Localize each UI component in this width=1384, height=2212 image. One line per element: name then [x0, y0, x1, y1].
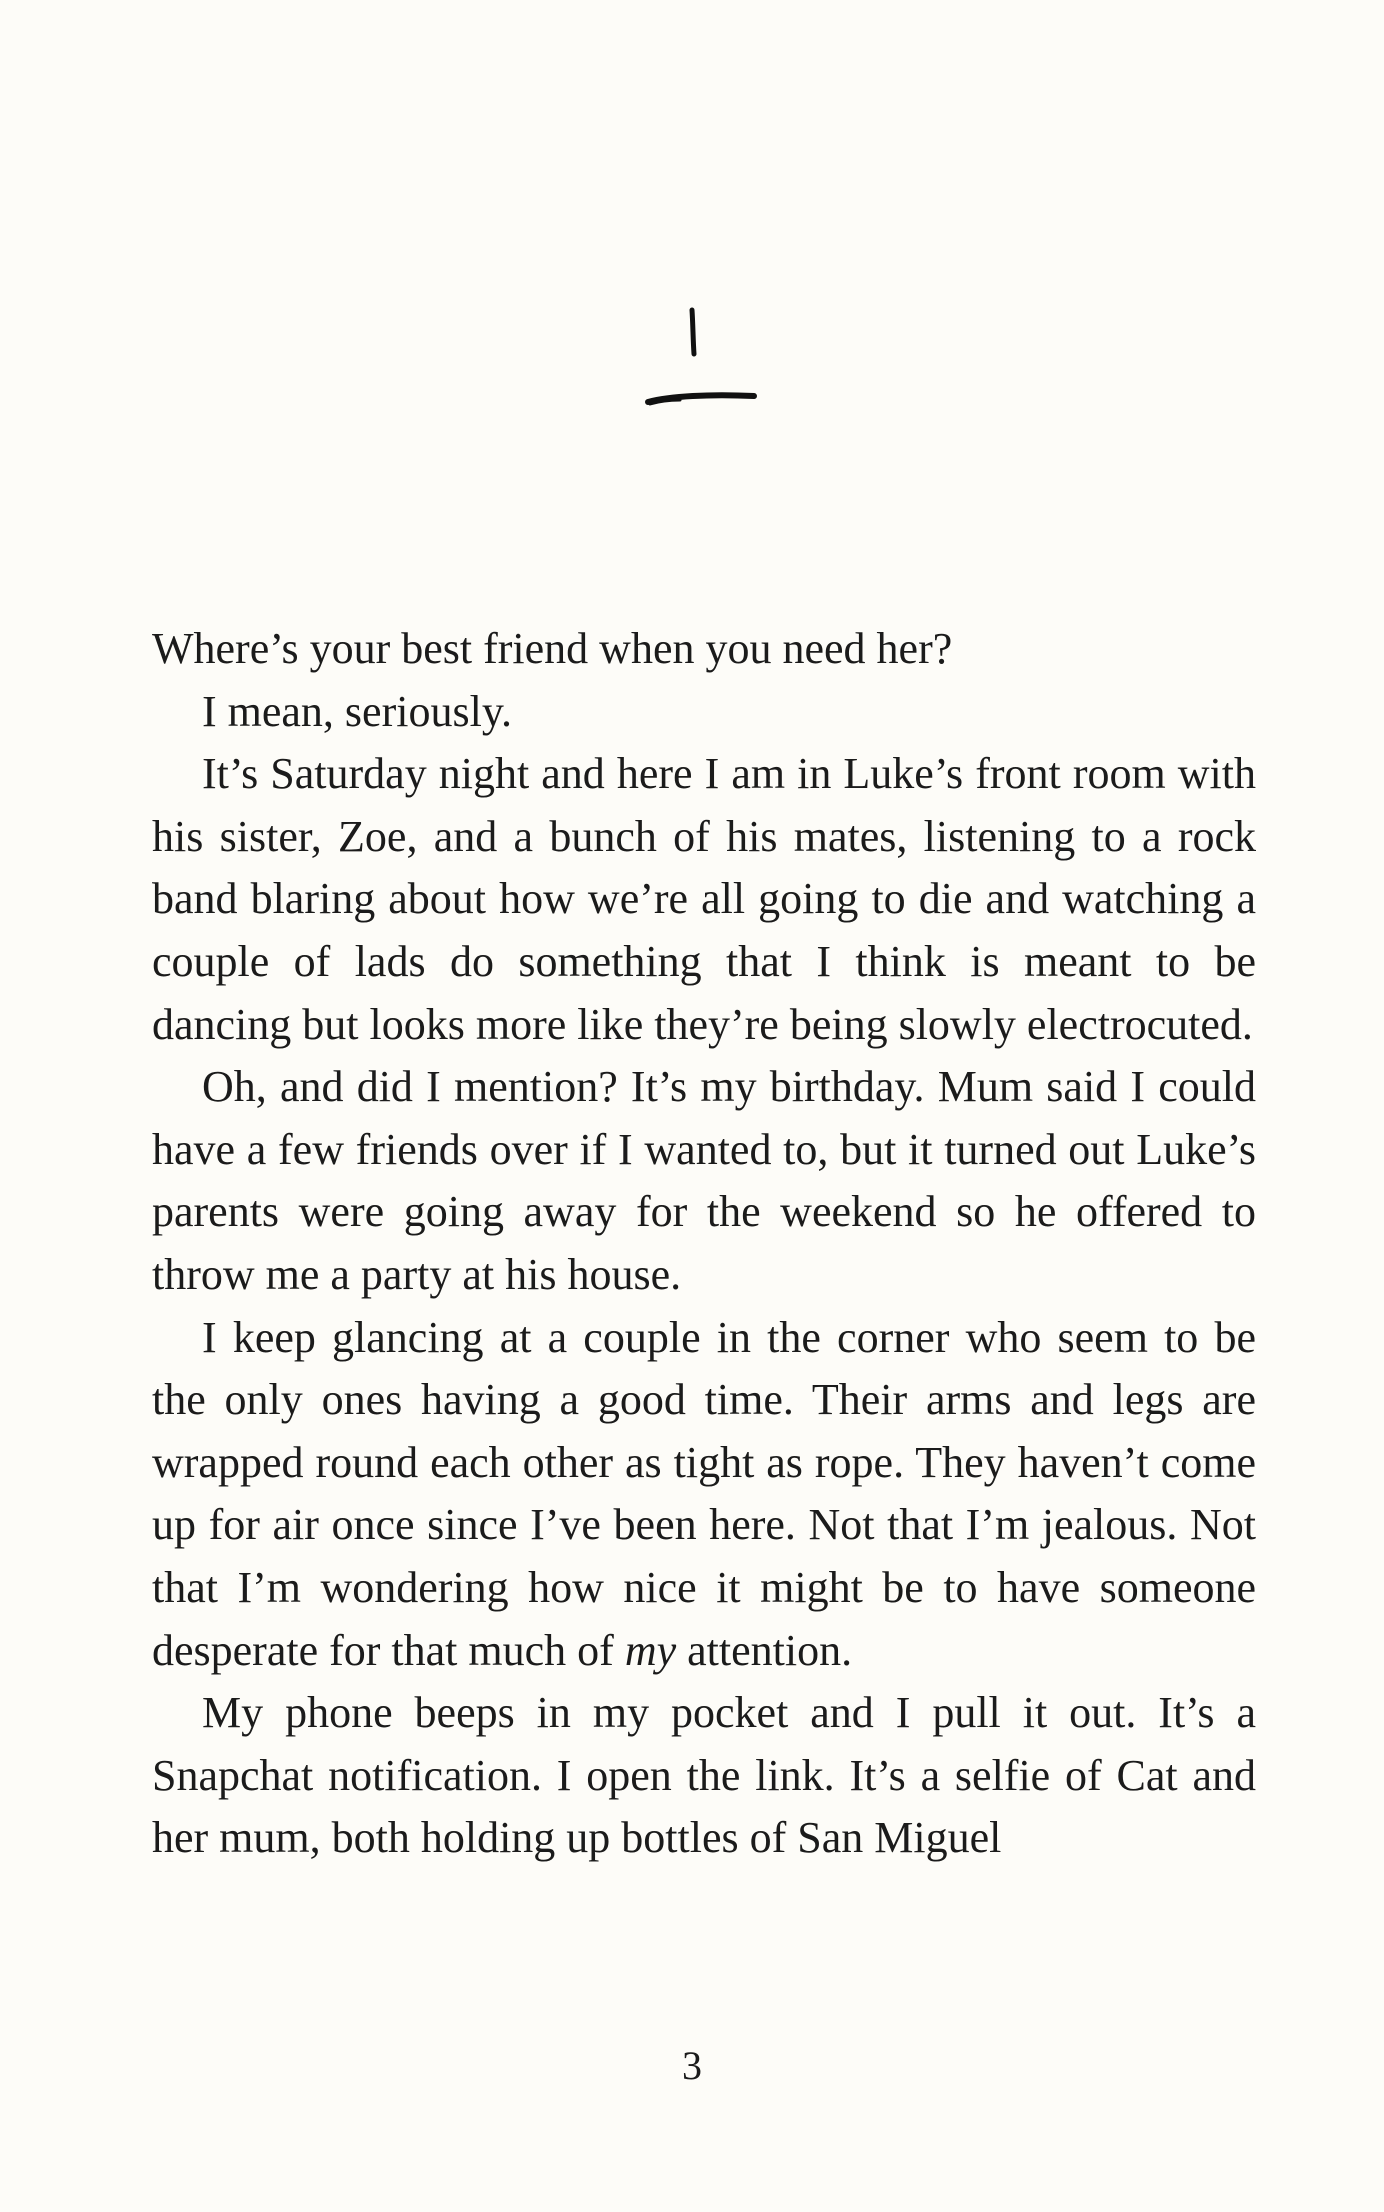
paragraph-5-emphasis: my	[624, 1625, 677, 1675]
paragraph-2: I mean, seriously.	[202, 686, 512, 736]
page-number: 3	[682, 2043, 702, 2088]
paragraph-3: It’s Saturday night and here I am in Luke’s front room with his sister, Zoe, and a bunch of his mates, listening to a rock band blaring about how we’re all going to die and watching a couple of lads do something that I think is meant to be dancing but looks more like they’re being slowly electrocuted.	[152, 749, 1256, 1049]
chapter-heading	[620, 290, 780, 430]
paragraph-5-after: attention.	[676, 1625, 853, 1675]
paragraph-6: My phone beeps in my pocket and I pull it out. It’s a Snapchat notification. I open the link. It’s a selfie of Cat and her mum, both holding up bottles of San Miguel	[152, 1688, 1256, 1863]
paragraph-5-before: I keep glancing at a couple in the corner who seem to be the only ones having a good time. Their arms and legs are wrapped round each other as tight as rope. They haven’t come up for air once since I’ve been here. Not that I’m jealous. Not that I’m wondering how nice it might be to have someone desperate for that much of	[152, 1312, 1256, 1675]
paragraph-4: Oh, and did I mention? It’s my birthday. Mum said I could have a few friends over if I wanted to, but it turned out Luke’s parents were going away for the weekend so he offered to throw me a party at his house.	[152, 1062, 1256, 1299]
chapter-body-text	[152, 618, 1256, 1870]
handwritten-chapter-number-icon	[620, 290, 780, 430]
paragraph-1: Where’s your best friend when you need her?	[152, 624, 953, 673]
paragraph-5	[152, 1307, 1256, 1683]
